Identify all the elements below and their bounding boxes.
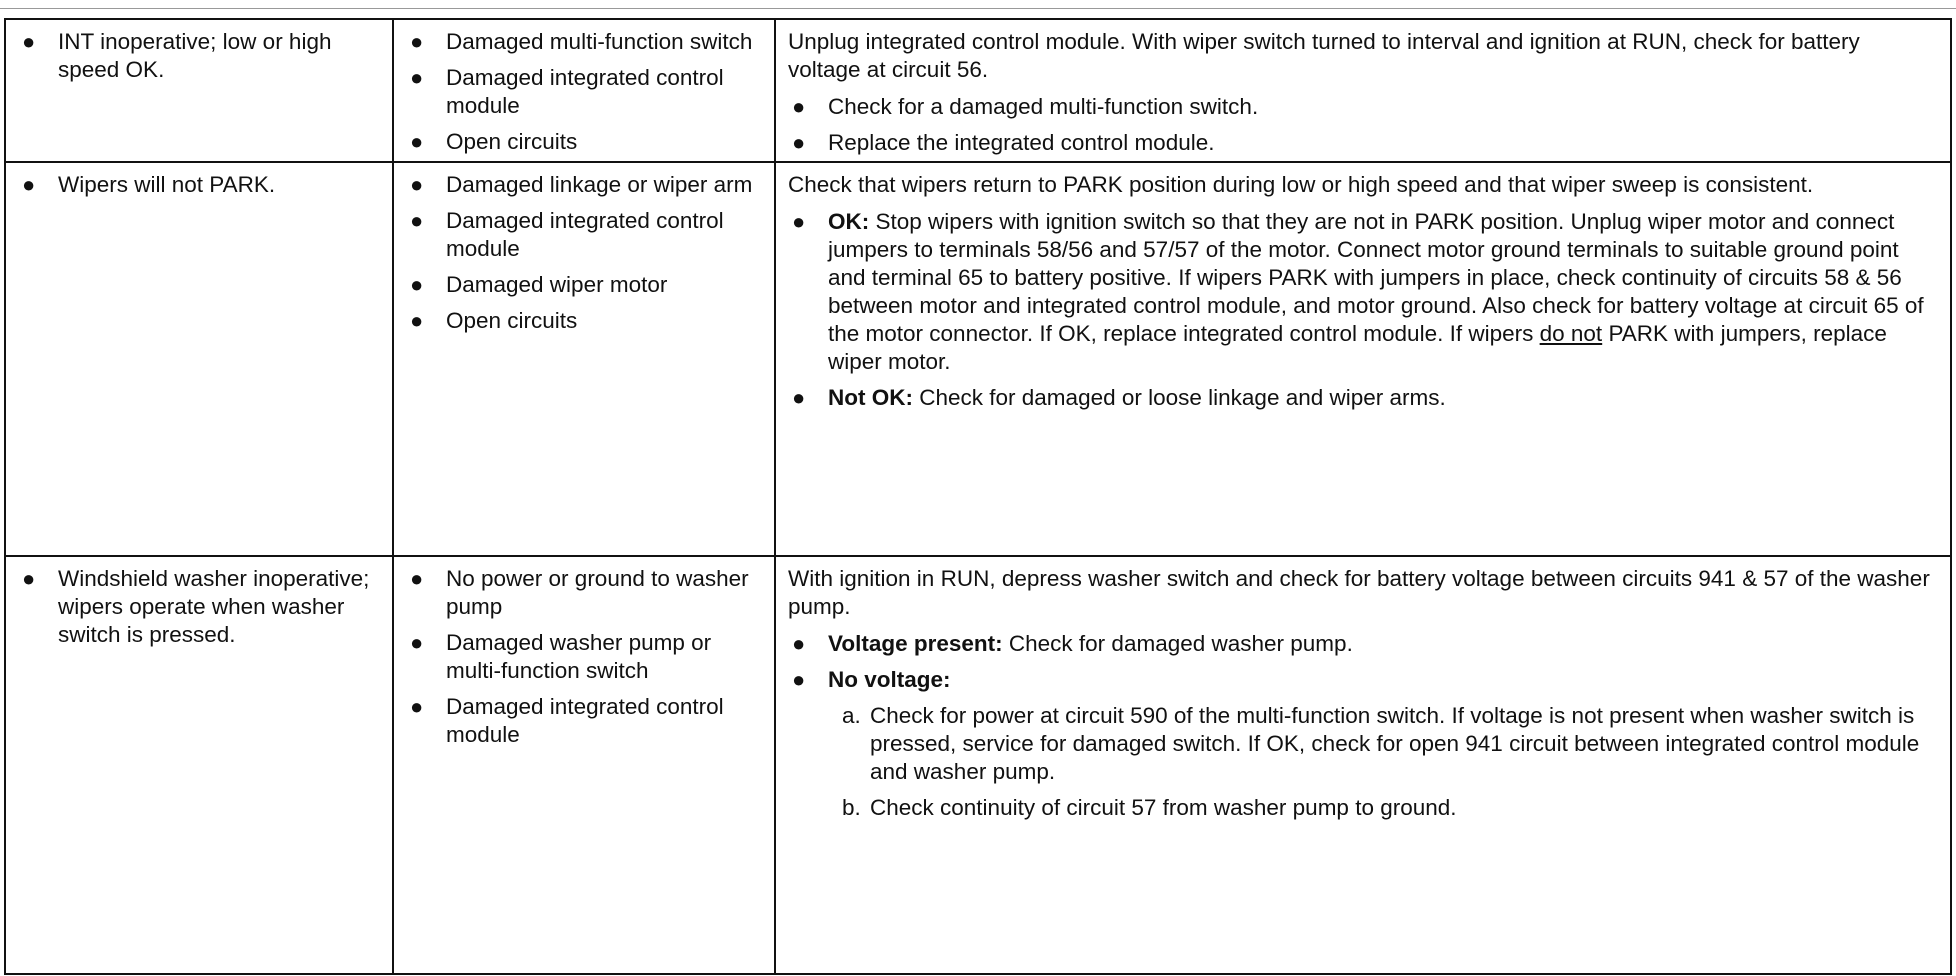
cause-text: Open circuits: [446, 129, 578, 154]
ok-text-end: PARK with jumpers, replace wiper motor.: [828, 321, 1887, 374]
bullet-icon: ●: [410, 172, 424, 197]
bullet-icon: ●: [410, 208, 424, 233]
list-item: [788, 384, 1938, 412]
table-row: [5, 19, 1951, 162]
list-item: [406, 171, 762, 199]
cause-text: Damaged integrated control module: [446, 65, 724, 118]
bullet-icon: ●: [22, 566, 36, 591]
list-item: [406, 28, 762, 56]
bullet-icon: ●: [410, 65, 424, 90]
cause-text: Damaged washer pump or multi-function switch: [446, 630, 712, 683]
condition-cell: [5, 162, 393, 556]
action-cell: [775, 162, 1951, 556]
ok-label: OK:: [828, 209, 870, 234]
list-item: [18, 28, 380, 84]
not-ok-text: Check for damaged or loose linkage and wiper arms.: [919, 385, 1446, 410]
action-text: Replace the integrated control module.: [828, 130, 1215, 155]
cause-text: No power or ground to washer pump: [446, 566, 749, 619]
list-item: [788, 129, 1938, 157]
list-item: [788, 208, 1938, 376]
list-item: [18, 171, 380, 199]
voltage-present-label: Voltage present:: [828, 631, 1003, 656]
top-rule: [0, 8, 1956, 9]
list-item: [406, 128, 762, 156]
list-item: [788, 666, 1938, 694]
not-ok-label: Not OK:: [828, 385, 913, 410]
cause-text: Damaged multi-function switch: [446, 29, 753, 54]
list-item: [406, 693, 762, 749]
sub-step: [842, 794, 1938, 822]
cause-text: Open circuits: [446, 308, 578, 333]
list-item: [406, 307, 762, 335]
cause-text: Damaged integrated control module: [446, 694, 724, 747]
action-cell: [775, 556, 1951, 974]
condition-text: Windshield washer inoperative; wipers operate when washer switch is pressed.: [58, 566, 370, 647]
bullet-icon: ●: [410, 694, 424, 719]
bullet-icon: ●: [410, 308, 424, 333]
table-row: [5, 556, 1951, 974]
action-text: Check for a damaged multi-function switch.: [828, 94, 1259, 119]
bullet-icon: ●: [410, 630, 424, 655]
bullet-icon: ●: [792, 209, 806, 234]
bullet-icon: ●: [792, 130, 806, 155]
list-item: [406, 64, 762, 120]
list-item: [788, 630, 1938, 658]
bullet-icon: ●: [792, 631, 806, 656]
cause-cell: [393, 556, 775, 974]
list-item: [18, 565, 380, 649]
bullet-icon: ●: [410, 129, 424, 154]
emphasis-do-not: do not: [1539, 321, 1603, 346]
list-item: [406, 271, 762, 299]
action-intro: Check that wipers return to PARK position during low or high speed and that wiper sweep is consistent.: [788, 172, 1814, 197]
bullet-icon: ●: [22, 172, 36, 197]
bullet-icon: ●: [410, 272, 424, 297]
action-cell: [775, 19, 1951, 162]
cause-text: Damaged wiper motor: [446, 272, 668, 297]
table-row: [5, 162, 1951, 556]
list-item: [406, 565, 762, 621]
bullet-icon: ●: [410, 29, 424, 54]
bullet-icon: ●: [410, 566, 424, 591]
diagnosis-table: [4, 18, 1952, 975]
list-item: [406, 629, 762, 685]
cause-text: Damaged linkage or wiper arm: [446, 172, 753, 197]
condition-text: INT inoperative; low or high speed OK.: [58, 29, 332, 82]
bullet-icon: ●: [792, 94, 806, 119]
list-item: [788, 93, 1938, 121]
action-intro: Unplug integrated control module. With wiper switch turned to interval and ignition at RUN, check for battery voltage at circuit 56.: [788, 29, 1860, 82]
step-text: Check continuity of circuit 57 from washer pump to ground.: [870, 795, 1457, 820]
step-marker: b.: [842, 795, 861, 820]
cause-cell: [393, 19, 775, 162]
list-item: [406, 207, 762, 263]
cause-cell: [393, 162, 775, 556]
step-marker: a.: [842, 703, 861, 728]
bullet-icon: ●: [22, 29, 36, 54]
no-voltage-label: No voltage:: [828, 667, 951, 692]
bullet-icon: ●: [792, 385, 806, 410]
voltage-present-text: Check for damaged washer pump.: [1008, 631, 1353, 656]
ok-text: Stop wipers with ignition switch so that they are not in PARK position. Unplug wiper motor and connect jumpers to terminals 58/56 and 57/57 of the motor. Connect motor ground terminals to suitable ground point and terminal 65 to battery positive. If wipers PARK with jumpers in place, check continuity of circuits 58 & 56 between motor and integrated control module, and motor ground. Also check for battery voltage at circuit 65 of the motor connector. If OK, replace integrated control module. If wipers: [828, 209, 1924, 346]
action-intro: With ignition in RUN, depress washer switch and check for battery voltage between circuits 941 & 57 of the washer pump.: [788, 566, 1930, 619]
sub-step: [842, 702, 1938, 786]
condition-cell: [5, 556, 393, 974]
cause-text: Damaged integrated control module: [446, 208, 724, 261]
condition-text: Wipers will not PARK.: [58, 172, 276, 197]
bullet-icon: ●: [792, 667, 806, 692]
step-text: Check for power at circuit 590 of the multi-function switch. If voltage is not present when washer switch is pressed, service for damaged switch. If OK, check for open 941 circuit between integrated control module and washer pump.: [870, 703, 1920, 784]
condition-cell: [5, 19, 393, 162]
